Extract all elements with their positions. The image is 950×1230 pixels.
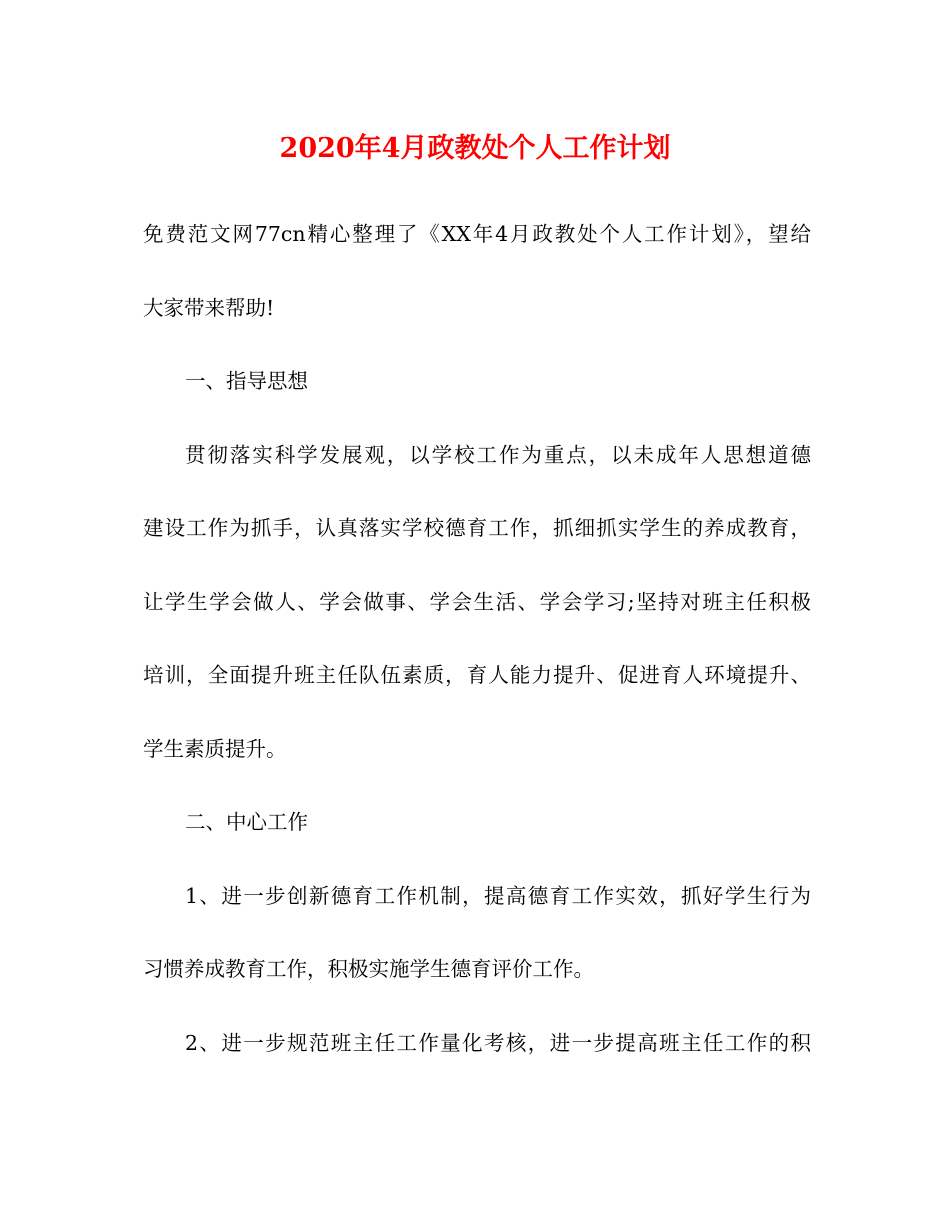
document-title: 2020年4月政教处个人工作计划 xyxy=(279,133,671,164)
text-line: 习惯养成教育工作，积极实施学生德育评价工作。 xyxy=(143,957,594,981)
text-line: 1、进一步创新德育工作机制，提高德育工作实效，抓好学生行为 xyxy=(185,883,811,908)
text-line: 培训，全面提升班主任队伍素质，育人能力提升、促进育人环境提升、 xyxy=(143,663,811,687)
text-line: 学生素质提升。 xyxy=(143,736,287,761)
text-line: 建设工作为抓手，认真落实学校德育工作，抓细抓实学生的养成教育， xyxy=(143,516,811,540)
section-heading: 一、指导思想 xyxy=(185,369,308,393)
text-line: 大家带来帮助! xyxy=(143,295,275,320)
document-body xyxy=(143,214,811,1096)
text-line: 2、进一步规范班主任工作量化考核，进一步提高班主任工作的积 xyxy=(185,1030,811,1055)
text-line: 免费范文网77cn精心整理了《XX年4月政教处个人工作计划》，望给 xyxy=(143,222,811,246)
text-line: 让学生学会做人、学会做事、学会生活、学会学习;坚持对班主任积极 xyxy=(143,589,811,614)
section-heading: 二、中心工作 xyxy=(185,810,308,834)
text-line: 贯彻落实科学发展观，以学校工作为重点，以未成年人思想道德 xyxy=(185,442,811,467)
